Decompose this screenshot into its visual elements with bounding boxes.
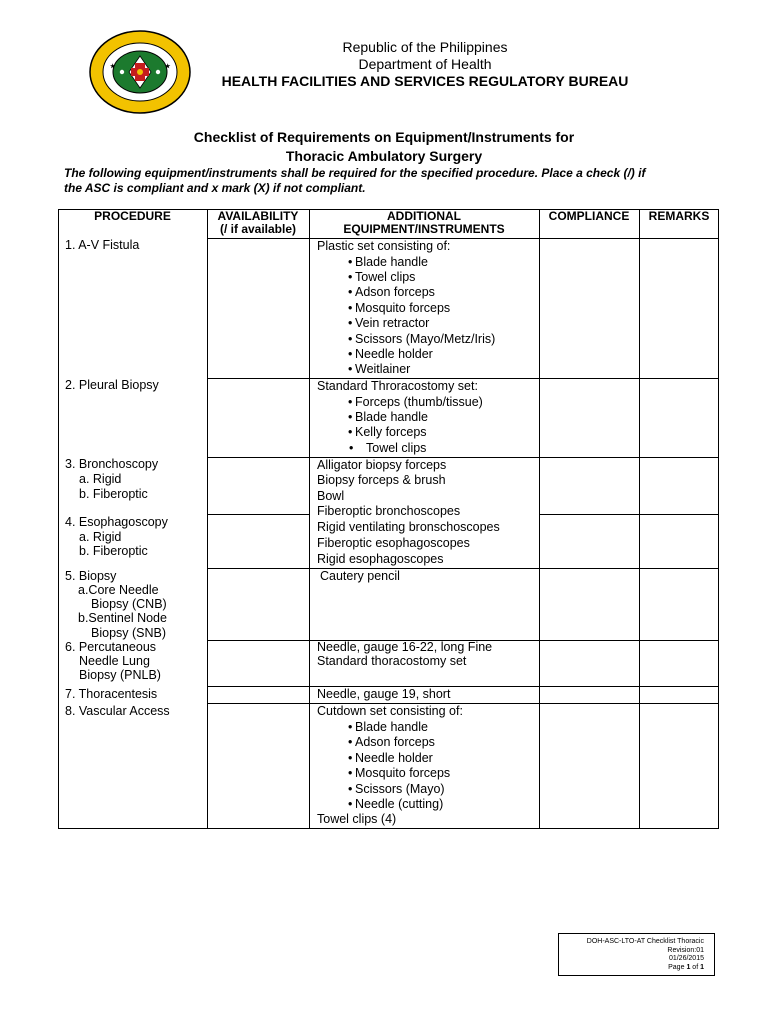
bullet-icon: • <box>348 425 353 439</box>
row-divider-2 <box>207 457 719 458</box>
list-item: Fiberoptic esophagoscopes <box>317 536 470 550</box>
header-department: Department of Health <box>358 56 492 72</box>
equipment-5: Cautery pencil <box>320 569 400 583</box>
col-header-availability-line1: AVAILABILITY <box>217 209 299 223</box>
instructions-line1: The following equipment/instruments shall be required for the specified procedure. Place a check (/) if <box>64 166 646 180</box>
bullet-icon: • <box>348 285 353 299</box>
procedure-6-line3: Biopsy (PNLB) <box>79 668 161 682</box>
equipment-7: Needle, gauge 19, short <box>317 687 451 701</box>
document-title-line2: Thoracic Ambulatory Surgery <box>285 148 483 164</box>
col-header-remarks: REMARKS <box>648 209 710 223</box>
footer-page-word: Page <box>668 963 685 971</box>
list-item: Towel clips <box>366 441 427 455</box>
col-header-equipment <box>309 210 539 236</box>
list-item: Weitlainer <box>355 362 411 376</box>
row-divider-4 <box>207 568 719 569</box>
col-divider-4 <box>639 209 640 829</box>
list-item: Needle holder <box>355 347 433 361</box>
procedure-5a-line2: Biopsy (CNB) <box>91 597 167 611</box>
equipment-6-line2: Standard thoracostomy set <box>317 654 467 668</box>
col-divider-1 <box>207 209 208 829</box>
list-item: Fiberoptic bronchoscopes <box>317 504 461 518</box>
bullet-icon: • <box>348 751 353 765</box>
row-divider-6 <box>207 686 719 687</box>
header-divider <box>207 238 719 239</box>
list-item: Towel clips <box>355 270 416 284</box>
procedure-2: 2. Pleural Biopsy <box>65 378 159 392</box>
bullet-icon: • <box>348 766 353 780</box>
svg-text:★: ★ <box>110 64 116 70</box>
bullet-icon: • <box>348 720 353 734</box>
header-republic: Republic of the Philippines <box>342 39 508 55</box>
procedure-6-line2: Needle Lung <box>79 654 150 668</box>
procedure-4: 4. Esophagoscopy <box>65 515 168 529</box>
document-footer <box>558 933 715 976</box>
list-item: Blade handle <box>355 720 428 734</box>
footer-date: 01/26/2015 <box>668 955 704 962</box>
list-item: Bowl <box>317 489 345 503</box>
list-item: Adson forceps <box>355 285 435 299</box>
row-divider-3b <box>539 514 719 515</box>
procedure-1: 1. A-V Fistula <box>65 238 140 252</box>
col-header-equipment-line1: ADDITIONAL <box>387 209 461 223</box>
bullet-icon: • <box>348 410 353 424</box>
list-item: Blade handle <box>355 255 428 269</box>
list-item: Scissors (Mayo) <box>355 782 445 796</box>
bullet-icon: • <box>348 797 353 811</box>
header-bureau: HEALTH FACILITIES AND SERVICES REGULATORY BUREAU <box>221 73 629 89</box>
col-header-availability <box>207 210 309 236</box>
list-item: Needle holder <box>355 751 433 765</box>
col-header-compliance: COMPLIANCE <box>548 209 630 223</box>
procedure-8: 8. Vascular Access <box>65 704 170 718</box>
bullet-icon: • <box>348 301 353 315</box>
col-header-equipment-line2: EQUIPMENT/INSTRUMENTS <box>343 222 505 236</box>
row-divider-3a <box>207 514 309 515</box>
footer-revision: Revision:01 <box>667 946 704 954</box>
doh-seal-logo <box>88 30 192 114</box>
bullet-icon: • <box>348 347 353 361</box>
list-item: Needle (cutting) <box>355 797 444 811</box>
bullet-icon: • <box>348 255 353 269</box>
bullet-icon: • <box>348 332 353 346</box>
procedure-5b-line2: Biopsy (SNB) <box>91 626 167 640</box>
procedure-4b: b. Fiberoptic <box>79 544 148 558</box>
instructions-line2: the ASC is compliant and x mark (X) if not compliant. <box>64 181 366 195</box>
list-item: Vein retractor <box>355 316 430 330</box>
list-item: Adson forceps <box>355 735 435 749</box>
list-item: Mosquito forceps <box>355 766 451 780</box>
col-divider-3 <box>539 209 540 829</box>
list-item: Forceps (thumb/tissue) <box>355 395 483 409</box>
list-item: Rigid ventilating bronschoscopes <box>317 520 500 534</box>
bullet-icon: • <box>348 395 353 409</box>
procedure-5b-line1: b.Sentinel Node <box>78 611 167 625</box>
procedure-4a: a. Rigid <box>79 530 122 544</box>
footer-of-word: of <box>692 963 699 971</box>
equipment-6-line1: Needle, gauge 16-22, long Fine <box>317 640 493 654</box>
list-item: Mosquito forceps <box>355 301 451 315</box>
footer-page <box>559 964 704 973</box>
bullet-icon: • <box>348 270 353 284</box>
col-header-procedure: PROCEDURE <box>94 209 171 223</box>
row-divider-7 <box>207 703 719 704</box>
list-item: Scissors (Mayo/Metz/Iris) <box>355 332 496 346</box>
list-item: Blade handle <box>355 410 428 424</box>
instructions <box>64 166 714 196</box>
equipment-8-tail: Towel clips (4) <box>317 812 397 826</box>
equipment-1-heading: Plastic set consisting of: <box>317 239 451 253</box>
list-item: Kelly forceps <box>355 425 427 439</box>
procedure-3: 3. Bronchoscopy <box>65 457 159 471</box>
footer-page-num: 1 <box>686 963 691 971</box>
bullet-icon: • <box>348 782 353 796</box>
procedure-5: 5. Biopsy <box>65 569 117 583</box>
bullet-icon: • <box>348 362 353 376</box>
procedure-5a-line1: a.Core Needle <box>78 583 159 597</box>
procedure-3a: a. Rigid <box>79 472 122 486</box>
equipment-8-heading: Cutdown set consisting of: <box>317 704 463 718</box>
list-item: Rigid esophagoscopes <box>317 552 444 566</box>
procedure-6-line1: 6. Percutaneous <box>65 640 157 654</box>
svg-text:★: ★ <box>165 64 171 70</box>
footer-doc-code: DOH-ASC-LTO-AT Checklist Thoracic <box>586 938 704 945</box>
col-divider-2 <box>309 209 310 829</box>
list-item: Alligator biopsy forceps <box>317 458 447 472</box>
bullet-icon: • <box>348 735 353 749</box>
equipment-2-heading: Standard Throracostomy set: <box>317 379 478 393</box>
bullet-icon: • <box>348 316 353 330</box>
col-header-availability-line2: (/ if available) <box>219 222 297 236</box>
list-item: Biopsy forceps & brush <box>317 473 446 487</box>
document-title-line1: Checklist of Requirements on Equipment/Instruments for <box>193 129 575 145</box>
procedure-3b: b. Fiberoptic <box>79 487 148 501</box>
footer-page-total: 1 <box>700 963 704 971</box>
bullet-icon: • <box>349 441 354 455</box>
procedure-7: 7. Thoracentesis <box>65 687 158 701</box>
